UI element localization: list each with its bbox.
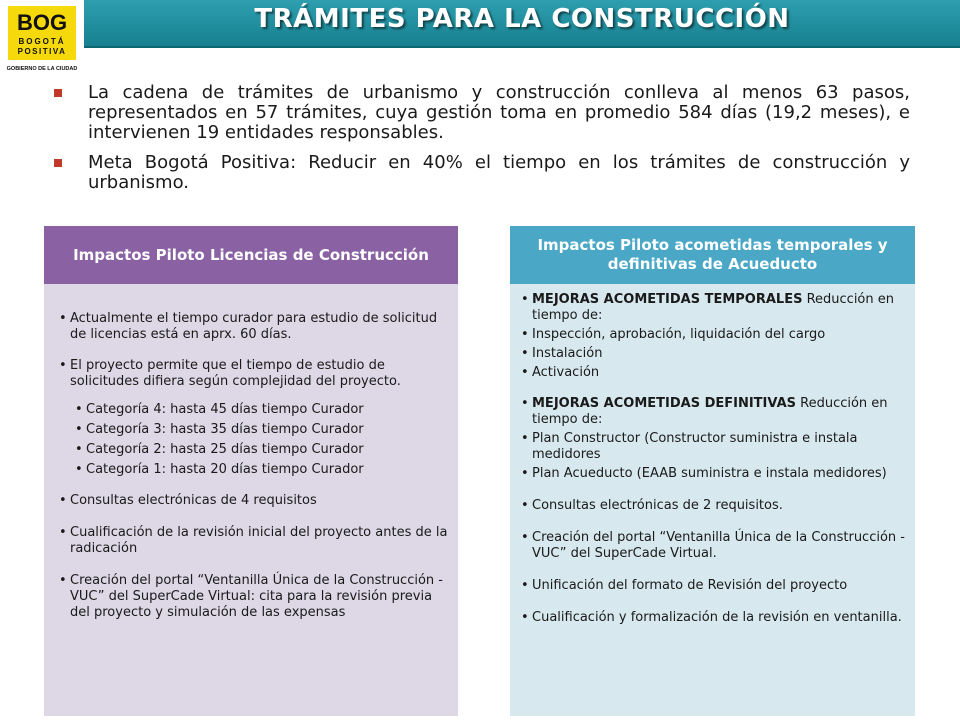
list-item: • Activación bbox=[520, 365, 907, 381]
intro-text: La cadena de trámites de urbanismo y construcción conlleva al menos 63 pasos, representados en 57 trámites, cuya gestión toma en promedio 584 días (19,2 meses), e intervienen 19 entidades responsables. bbox=[88, 82, 910, 143]
panel-licencias-body bbox=[44, 284, 458, 621]
list-item: • Plan Acueducto (EAAB suministra e instala medidores) bbox=[520, 466, 907, 482]
logo-line2: POSITIVA bbox=[17, 47, 67, 56]
acometidas-list bbox=[520, 292, 907, 626]
intro-item bbox=[50, 83, 910, 143]
temporales-keyword: MEJORAS ACOMETIDAS TEMPORALES bbox=[532, 292, 803, 307]
panel-licencias-header: Impactos Piloto Licencias de Construcción bbox=[44, 226, 458, 284]
temporales-text: Reducción en tiempo de: bbox=[532, 292, 894, 323]
list-item: • Consultas electrónicas de 2 requisitos. bbox=[520, 498, 907, 514]
intro-item bbox=[50, 153, 910, 193]
list-item: • Unificación del formato de Revisión del proyecto bbox=[520, 578, 907, 594]
intro-text: Meta Bogotá Positiva: Reducir en 40% el tiempo en los trámites de construcción y urbanismo. bbox=[88, 152, 910, 193]
definitivas-text: Reducción en tiempo de: bbox=[532, 396, 888, 427]
list-item bbox=[520, 396, 907, 428]
logo-caption: GOBIERNO DE LA CIUDAD bbox=[6, 66, 78, 72]
panel-acometidas bbox=[510, 226, 915, 716]
square-bullet-icon bbox=[54, 159, 62, 167]
list-item: • Creación del portal “Ventanilla Única de la Construcción -VUC” del SuperCade Virtual: cita para la revisión previa del proyecto y simulación de las expensas bbox=[58, 573, 450, 621]
panel-acometidas-header: Impactos Piloto acometidas temporales y definitivas de Acueducto bbox=[510, 226, 915, 284]
list-item bbox=[520, 292, 907, 324]
list-item: • Cualificación y formalización de la revisión en ventanilla. bbox=[520, 610, 907, 626]
panel-licencias bbox=[44, 226, 458, 716]
list-item: • Instalación bbox=[520, 346, 907, 362]
list-item: • Cualificación de la revisión inicial del proyecto antes de la radicación bbox=[58, 525, 450, 557]
panel-acometidas-body bbox=[510, 284, 915, 626]
logo-graphic bbox=[6, 4, 78, 76]
square-bullet-icon bbox=[54, 89, 62, 97]
list-item: • Inspección, aprobación, liquidación del cargo bbox=[520, 327, 907, 343]
list-item: • El proyecto permite que el tiempo de estudio de solicitudes difiera según complejidad del proyecto. bbox=[58, 358, 450, 390]
bogota-positiva-logo bbox=[6, 4, 78, 76]
list-item: • Plan Constructor (Constructor suministra e instala medidores bbox=[520, 431, 907, 463]
list-item: • Consultas electrónicas de 4 requisitos bbox=[58, 493, 450, 509]
title-bar bbox=[84, 0, 960, 48]
intro-list bbox=[50, 83, 910, 203]
list-item: • Actualmente el tiempo curador para estudio de solicitud de licencias está en aprx. 60 días. bbox=[58, 311, 450, 343]
definitivas-keyword: MEJORAS ACOMETIDAS DEFINITIVAS bbox=[532, 396, 796, 411]
licencias-list bbox=[58, 311, 450, 621]
logo-letters: BOG bbox=[16, 10, 68, 35]
list-item: • Creación del portal “Ventanilla Única de la Construcción -VUC” del SuperCade Virtual. bbox=[520, 530, 907, 562]
list-item: • Categoría 4: hasta 45 días tiempo Curador bbox=[74, 402, 450, 418]
list-item: • Categoría 1: hasta 20 días tiempo Curador bbox=[74, 462, 450, 478]
page-title: TRÁMITES PARA LA CONSTRUCCIÓN bbox=[254, 4, 790, 34]
list-item: • Categoría 3: hasta 35 días tiempo Curador bbox=[74, 422, 450, 438]
list-item: • Categoría 2: hasta 25 días tiempo Curador bbox=[74, 442, 450, 458]
logo-line1: BOGOTÁ bbox=[18, 37, 66, 46]
